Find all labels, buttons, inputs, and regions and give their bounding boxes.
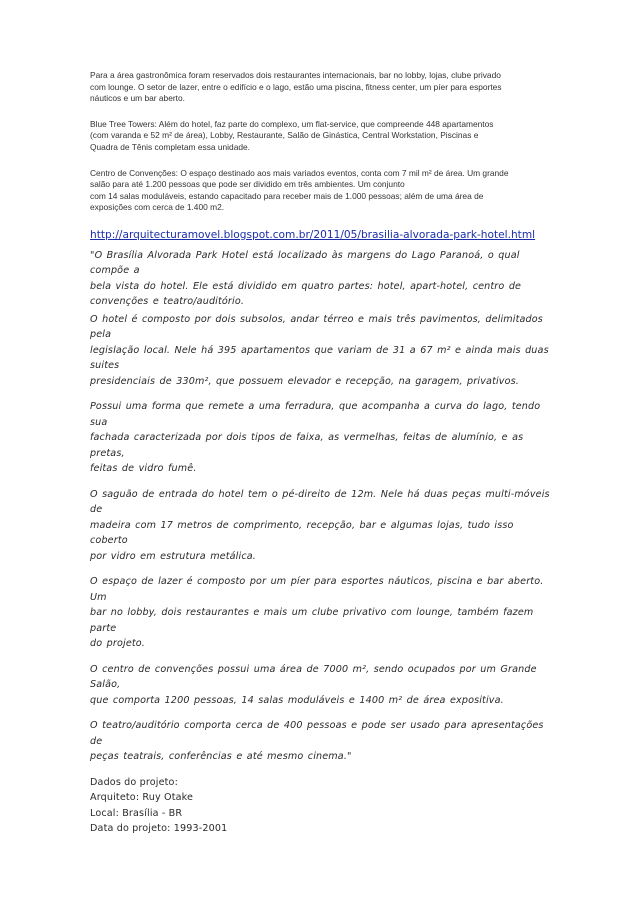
text-line: "O Brasília Alvorada Park Hotel está localizado às margens do Lago Paranoá, o qual compõe a (90, 249, 520, 277)
text-line: Quadra de Tênis completam essa unidade. (90, 141, 250, 152)
quote-paragraph-leisure (90, 574, 550, 652)
details-location: Local: Brasília - BR (90, 807, 183, 819)
quote-paragraph-convention-center (90, 662, 550, 709)
text-line: O espaço de lazer é composto por um píer para esportes náuticos, piscina e bar aberto. Um (90, 576, 544, 603)
text-line: convenções e teatro/auditório. (90, 296, 245, 308)
details-heading: Dados do projeto: (90, 776, 178, 788)
text-line: com lounge. O setor de lazer, entre o edifício e o lago, estão uma piscina, fitness center, um píer para esportes (90, 81, 502, 92)
paragraph-blue-tree-towers (90, 119, 550, 154)
text-line: do projeto. (90, 638, 146, 650)
text-line: exposições com cerca de 1.400 m2. (90, 202, 225, 213)
quote-paragraph-form (90, 399, 550, 477)
text-line: salão para até 1.200 pessoas que pode ser dividido em três ambientes. Um conjunto (90, 179, 405, 190)
text-line: Blue Tree Towers: Além do hotel, faz parte do complexo, um flat-service, que compreende 448 apartamentos (90, 118, 494, 129)
quote-paragraph-lobby (90, 487, 550, 565)
text-line: náuticos e um bar aberto. (90, 93, 185, 104)
text-line: presidenciais de 330m², que possuem elevador e recepção, na garagem, privativos. (90, 375, 519, 387)
text-line: O saguão de entrada do hotel tem o pé-direito de 12m. Nele há duas peças multi-móveis de (90, 488, 550, 516)
text-line: Para a área gastronômica foram reservados dois restaurantes internacionais, bar no lobby, lojas, clube privado (90, 70, 501, 80)
project-details (90, 775, 550, 837)
text-line: feitas de vidro fumê. (90, 463, 197, 475)
quote-paragraph-theater (90, 718, 550, 765)
quote-paragraph-composition (90, 312, 550, 390)
text-line: O hotel é composto por dois subsolos, andar térreo e mais três pavimentos, delimitados pela (90, 313, 543, 341)
text-line: Centro de Convenções: O espaço destinado aos mais variados eventos, conta com 7 mil m² de área. Um grande (90, 167, 509, 178)
text-line: madeira com 17 metros de comprimento, recepção, bar e algumas lojas, tudo isso coberto (90, 519, 514, 547)
text-line: fachada caracterizada por dois tipos de faixa, as vermelhas, feitas de alumínio, e as pretas, (90, 432, 524, 459)
paragraph-centro-convencoes (90, 168, 550, 214)
details-architect: Arquiteto: Ruy Otake (90, 792, 194, 804)
text-line: por vidro em estrutura metálica. (90, 550, 256, 562)
text-line: com 14 salas moduláveis, estando capacitado para receber mais de 1.000 pessoas; além de uma área de (90, 190, 484, 201)
text-line: O teatro/auditório comporta cerca de 400 pessoas e pode ser usado para apresentações de (90, 720, 544, 747)
text-line: peças teatrais, conferências e até mesmo cinema." (90, 751, 352, 763)
text-line: (com varanda e 52 m² de área), Lobby, Restaurante, Salão de Ginástica, Central Workstation, Piscinas e (90, 130, 479, 141)
text-line: bar no lobby, dois restaurantes e mais um clube privativo com lounge, também fazem parte (90, 607, 534, 634)
text-line: que comporta 1200 pessoas, 14 salas moduláveis e 1400 m² de área expositiva. (90, 694, 504, 706)
text-line: legislação local. Nele há 395 apartamentos que variam de 31 a 67 m² e ainda mais duas suites (90, 344, 549, 372)
source-link[interactable]: http://arquitecturamovel.blogspot.com.br/2011/05/brasilia-alvorada-park-hotel.html (90, 228, 536, 241)
text-line: O centro de convenções possui uma área de 7000 m², sendo ocupados por um Grande Salão, (90, 663, 537, 691)
paragraph-gastronomia (90, 70, 550, 105)
text-line: Possui uma forma que remete a uma ferradura, que acompanha a curva do lago, tendo sua (90, 401, 541, 428)
text-line: bela vista do hotel. Ele está dividido em quatro partes: hotel, apart-hotel, centro de (90, 280, 522, 292)
document-page (90, 70, 550, 837)
quote-paragraph-location (90, 248, 550, 310)
details-date: Data do projeto: 1993-2001 (90, 823, 228, 835)
